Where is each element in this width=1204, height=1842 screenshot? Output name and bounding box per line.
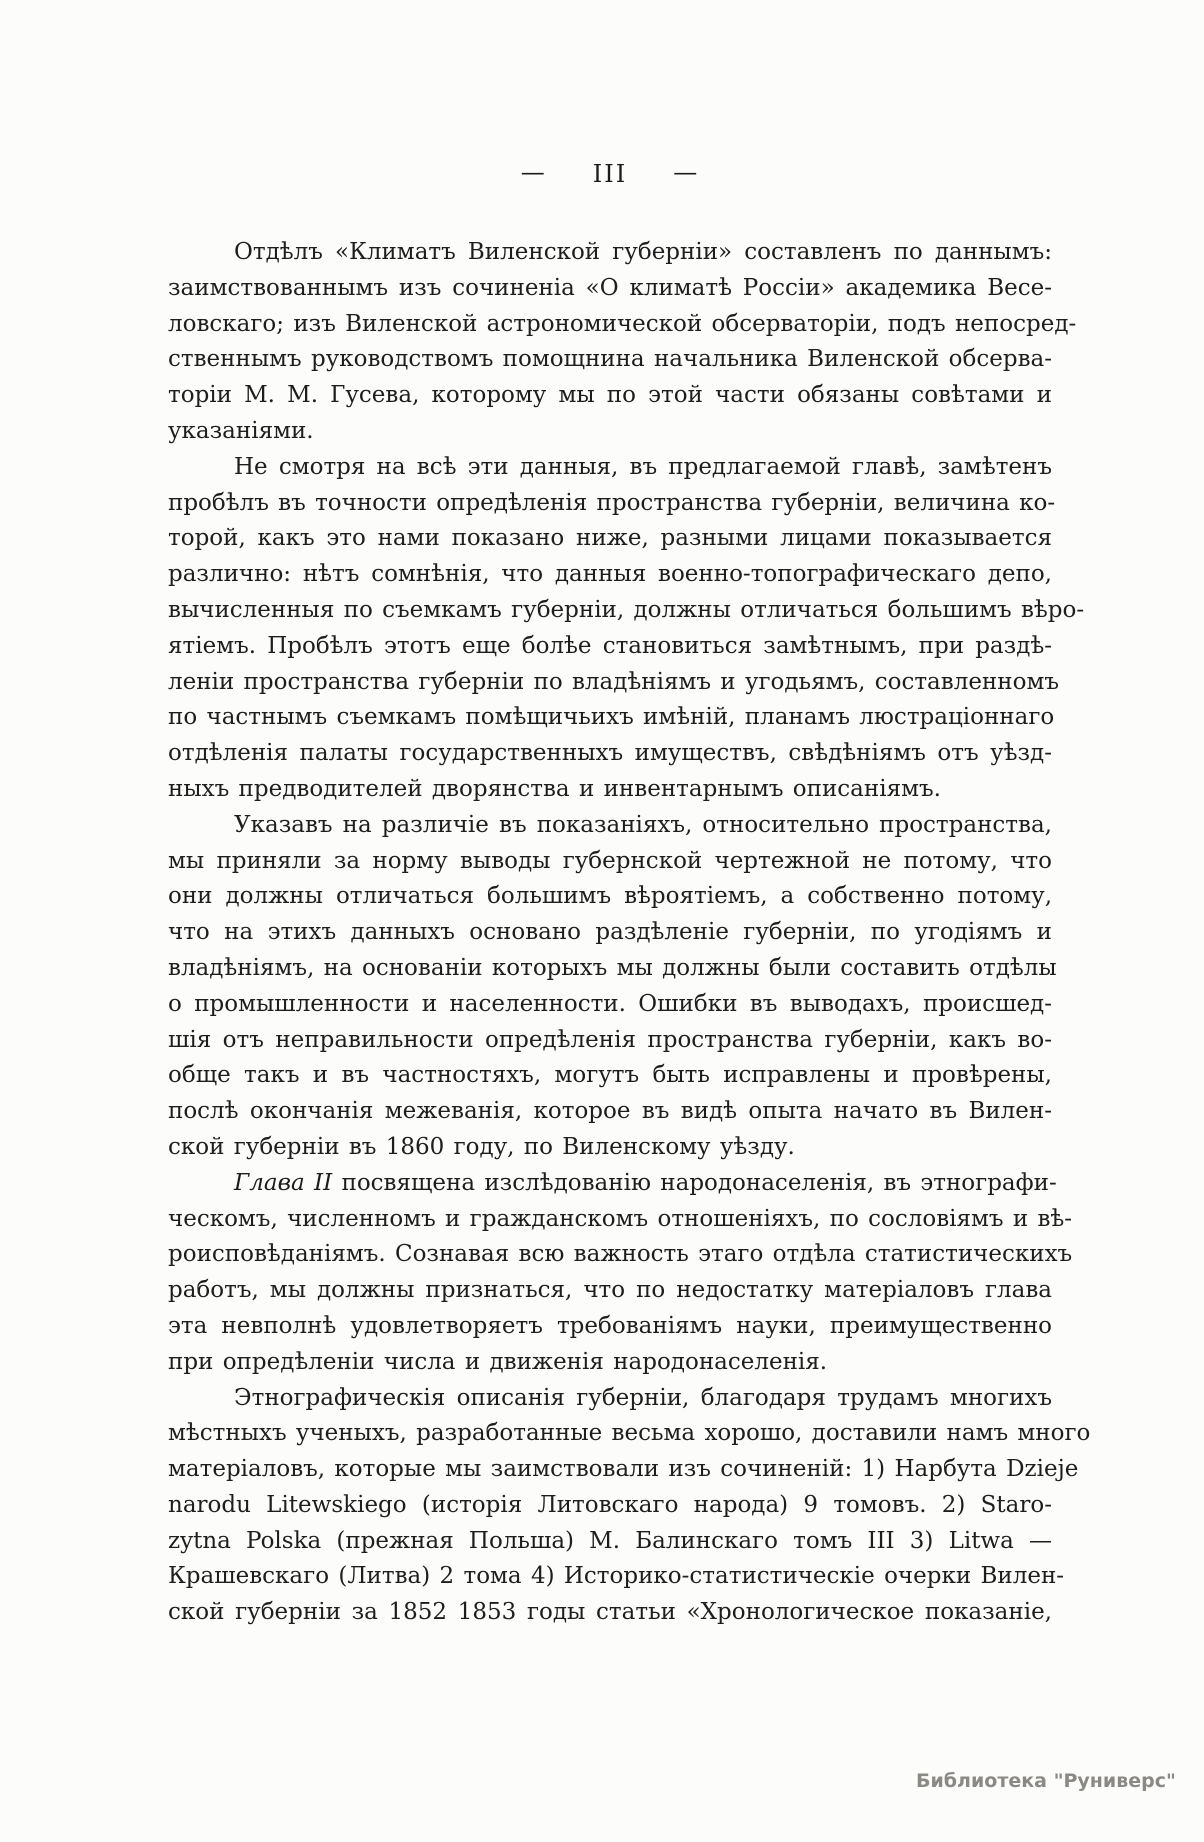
text-line: Крашевскаго (Литва) 2 тома 4) Историко-статистическіе очерки Вилен- xyxy=(168,1563,1065,1590)
text-line: торой, какъ это нами показано ниже, разными лицами показывается xyxy=(168,525,1052,552)
text-line: Указавъ на различіе въ показаніяхъ, относительно пространства, xyxy=(234,811,1052,838)
text-line: владѣніямъ, на основаніи которыхъ мы должны были составить отдѣлы xyxy=(168,954,1057,981)
text-line: ческомъ, численномъ и гражданскомъ отношеніяхъ, по сословіямъ и вѣ- xyxy=(168,1205,1073,1232)
text-line: Отдѣлъ «Климатъ Виленской губерніи» составленъ по даннымъ: xyxy=(234,239,1052,265)
text-line: послѣ окончанія межеванія, которое въ видѣ опыта начато въ Вилен- xyxy=(168,1098,1052,1125)
body-text xyxy=(168,235,1091,1631)
chapter-reference: Глава II xyxy=(234,1169,333,1196)
text-line: о промышленности и населенности. Ошибки въ выводахъ, происшед- xyxy=(168,990,1052,1017)
library-watermark: Библиотека "Руниверс" xyxy=(916,1770,1176,1792)
page-number-value: III xyxy=(592,160,628,188)
text-line: отдѣленія палаты государственныхъ имуществъ, свѣдѣніямъ отъ уѣзд- xyxy=(168,740,1052,767)
text-line: они должны отличаться большимъ вѣроятіемъ, а собственно потому, xyxy=(168,883,1052,910)
text-line: ственнымъ руководствомъ помощнина начальника Виленской обсерва- xyxy=(168,346,1052,373)
text-line: мѣстныхъ ученыхъ, разработанные весьма хорошо, доставили намъ много xyxy=(168,1420,1091,1447)
text-line: роисповѣданіямъ. Сознавая всю важность этаго отдѣла статистическихъ xyxy=(168,1241,1073,1268)
text-line: леніи пространства губерніи по владѣніямъ и угодьямъ, составленномъ xyxy=(168,668,1059,695)
text-line: торіи М. М. Гусева, которому мы по этой части обязаны совѣтами и xyxy=(168,382,1052,409)
text-line: эта невполнѣ удовлетворяетъ требованіямъ науки, преимущественно xyxy=(168,1312,1052,1339)
text-line: Глава II посвящена изслѣдованію народонаселенія, въ этнографи- xyxy=(234,1169,1057,1196)
page-number-left-dash: — xyxy=(520,158,547,186)
text-line: ской губерніи въ 1860 году, по Виленскому уѣзду. xyxy=(168,1133,795,1160)
text-line: обще такъ и въ частностяхъ, могутъ быть исправлены и провѣрены, xyxy=(168,1062,1052,1089)
text-line: ятіемъ. Пробѣлъ этотъ еще болѣе становиться замѣтнымъ, при раздѣ- xyxy=(168,632,1052,659)
text-line: ской губерніи за 1852 1853 годы статьи «Хронологическое показаніе, xyxy=(168,1599,1052,1626)
page-number-right-dash: — xyxy=(673,158,700,186)
text-line: вычисленныя по съемкамъ губерніи, должны отличаться большимъ вѣро- xyxy=(168,596,1085,623)
text-line: пробѣлъ въ точности опредѣленія пространства губерніи, величина ко- xyxy=(168,489,1056,516)
text-line: Этнографическія описанія губерніи, благодаря трудамъ многихъ xyxy=(234,1384,1052,1411)
text-line: Не смотря на всѣ эти данныя, въ предлагаемой главѣ, замѣтенъ xyxy=(234,453,1052,480)
text-line: narodu Litewskiego (исторія Литовскаго народа) 9 томовъ. 2) Staro- xyxy=(168,1491,1052,1518)
text-line: мы приняли за норму выводы губернской чертежной не потому, что xyxy=(168,847,1052,874)
text-line: что на этихъ данныхъ основано раздѣленіе губерніи, по угодіямъ и xyxy=(168,919,1052,946)
text-line: zytna Polska (прежная Польша) М. Балинскаго томъ III 3) Litwa — xyxy=(168,1527,1052,1554)
page-number xyxy=(168,160,1052,188)
text-line: при опредѣленіи числа и движенія народонаселенія. xyxy=(168,1348,828,1375)
text-line: указаніями. xyxy=(168,417,314,444)
text-line: работъ, мы должны признаться, что по недостатку матеріаловъ глава xyxy=(168,1277,1052,1304)
text-line: различно: нѣтъ сомнѣнія, что данныя военно-топографическаго депо, xyxy=(168,561,1052,588)
text-line: заимствованнымъ изъ сочиненіа «О климатѣ Россіи» академика Весе- xyxy=(168,274,1052,301)
text-line: по частнымъ съемкамъ помѣщичьихъ имѣній, планамъ люстраціоннаго xyxy=(168,704,1055,731)
text-line: ловскаго; изъ Виленской астрономической обсерваторіи, подъ непосред- xyxy=(168,310,1077,337)
text-line: шія отъ неправильности опредѣленія пространства губерніи, какъ во- xyxy=(168,1026,1052,1053)
text-line: матеріаловъ, которые мы заимствовали изъ сочиненій: 1) Нарбута Dzieje xyxy=(168,1456,1079,1483)
text-line: ныхъ предводителей дворянства и инвентарнымъ описаніямъ. xyxy=(168,775,941,802)
